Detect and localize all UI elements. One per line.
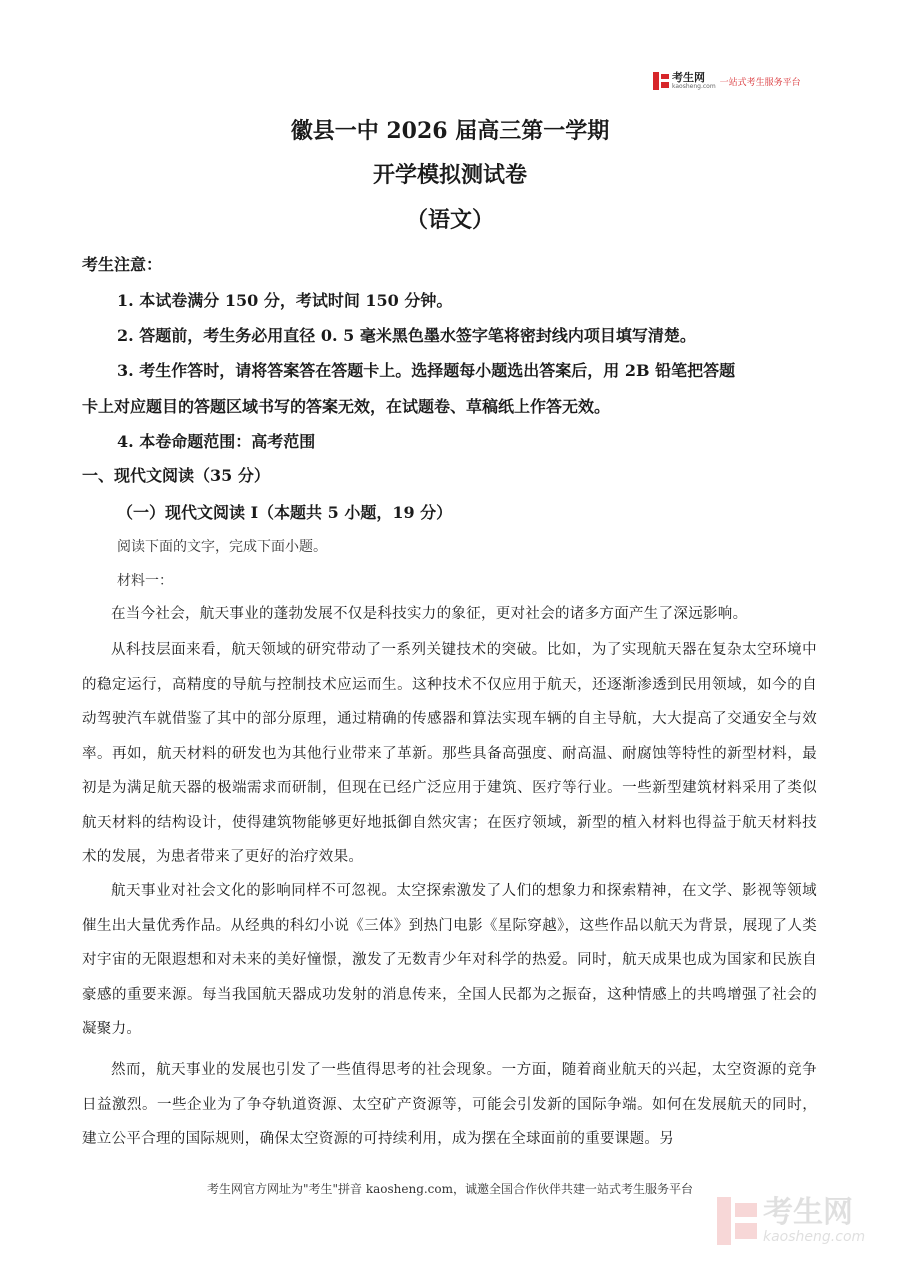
notice-item-3-cont: 卡上对应题目的答题区域书写的答案无效，在试题卷、草稿纸上作答无效。 (82, 397, 611, 416)
exam-title-line2: 开学模拟测试卷 (372, 162, 527, 188)
subsection-heading: （一）现代文阅读 I（本题共 5 小题，19 分） (117, 503, 453, 522)
notice-item-2: 2. 答题前，考生务必用直径 0. 5 毫米黑色墨水签字笔将密封线内项目填写清楚。 (117, 326, 696, 345)
notice-heading: 考生注意： (82, 255, 163, 274)
logo-name: 考生网 (672, 71, 705, 84)
watermark-logo-icon (717, 1197, 757, 1245)
notice-item-3: 3. 考生作答时，请将答案答在答题卡上。选择题每小题选出答案后，用 2B 铅笔把答题 (117, 361, 736, 380)
exam-title-line1: 徽县一中 2026 届高三第一学期 (290, 118, 610, 144)
logo-slogan: 一站式考生服务平台 (719, 77, 801, 88)
section-heading: 一、现代文阅读（35 分） (82, 466, 270, 485)
exam-title-subject: （语文） (405, 207, 494, 233)
kaosheng-watermark (717, 1197, 865, 1245)
watermark-domain: kaosheng.com (763, 1229, 866, 1245)
kaosheng-logo-icon (653, 72, 669, 90)
paragraph: 然而，航天事业的发展也引发了一些值得思考的社会现象。一方面，随着商业航天的兴起，太空资源的竞争日益激烈。一些企业为了争夺轨道资源、太空矿产资源等，可能会引发新的国际争端。如何在发展航天的同时，建立公平合理的国际规则，确保太空资源的可持续利用，成为摆在全球面前的重要课题。另 (82, 1062, 817, 1147)
reading-instruction: 阅读下面的文字，完成下面小题。 (117, 539, 327, 555)
material-label: 材料一： (117, 573, 173, 589)
watermark-name: 考生网 (763, 1195, 853, 1230)
notice-item-1: 1. 本试卷满分 150 分，考试时间 150 分钟。 (117, 291, 453, 310)
page-footer: 考生网官方网址为"考生"拼音 kaosheng.com，诚邀全国合作伙伴共建一站式考生服务平台 (206, 1182, 694, 1196)
kaosheng-logo (653, 72, 801, 90)
paragraph: 从科技层面来看，航天领域的研究带动了一系列关键技术的突破。比如，为了实现航天器在复杂太空环境中的稳定运行，高精度的导航与控制技术应运而生。这种技术不仅应用于航天，还逐渐渗透到民用领域，如今的自动驾驶汽车就借鉴了其中的部分原理，通过精确的传感器和算法实现车辆的自主导航，大大提高了交通安全与效率。再如，航天材料的研发也为其他行业带来了革新。那些具备高强度、耐高温、耐腐蚀等特性的新型材料，最初是为满足航天器的极端需求而研制，但现在已经广泛应用于建筑、医疗等行业。一些新型建筑材料采用了类似航天材料的结构设计，使得建筑物能够更好地抵御自然灾害；在医疗领域，新型的植入材料也得益于航天材料技术的发展，为患者带来了更好的治疗效果。 (82, 642, 817, 865)
paragraph: 航天事业对社会文化的影响同样不可忽视。太空探索激发了人们的想象力和探索精神，在文学、影视等领域催生出大量优秀作品。从经典的科幻小说《三体》到热门电影《星际穿越》，这些作品以航天为背景，展现了人类对宇宙的无限遐想和对未来的美好憧憬，激发了无数青少年对科学的热爱。同时，航天成果也成为国家和民族自豪感的重要来源。每当我国航天器成功发射的消息传来，全国人民都为之振奋，这种情感上的共鸣增强了社会的凝聚力。 (82, 883, 817, 1037)
paragraph: 在当今社会，航天事业的蓬勃发展不仅是科技实力的象征，更对社会的诸多方面产生了深远影响。 (111, 606, 748, 622)
notice-item-4: 4. 本卷命题范围：高考范围 (117, 432, 316, 451)
logo-domain: kaosheng.com (672, 83, 716, 90)
